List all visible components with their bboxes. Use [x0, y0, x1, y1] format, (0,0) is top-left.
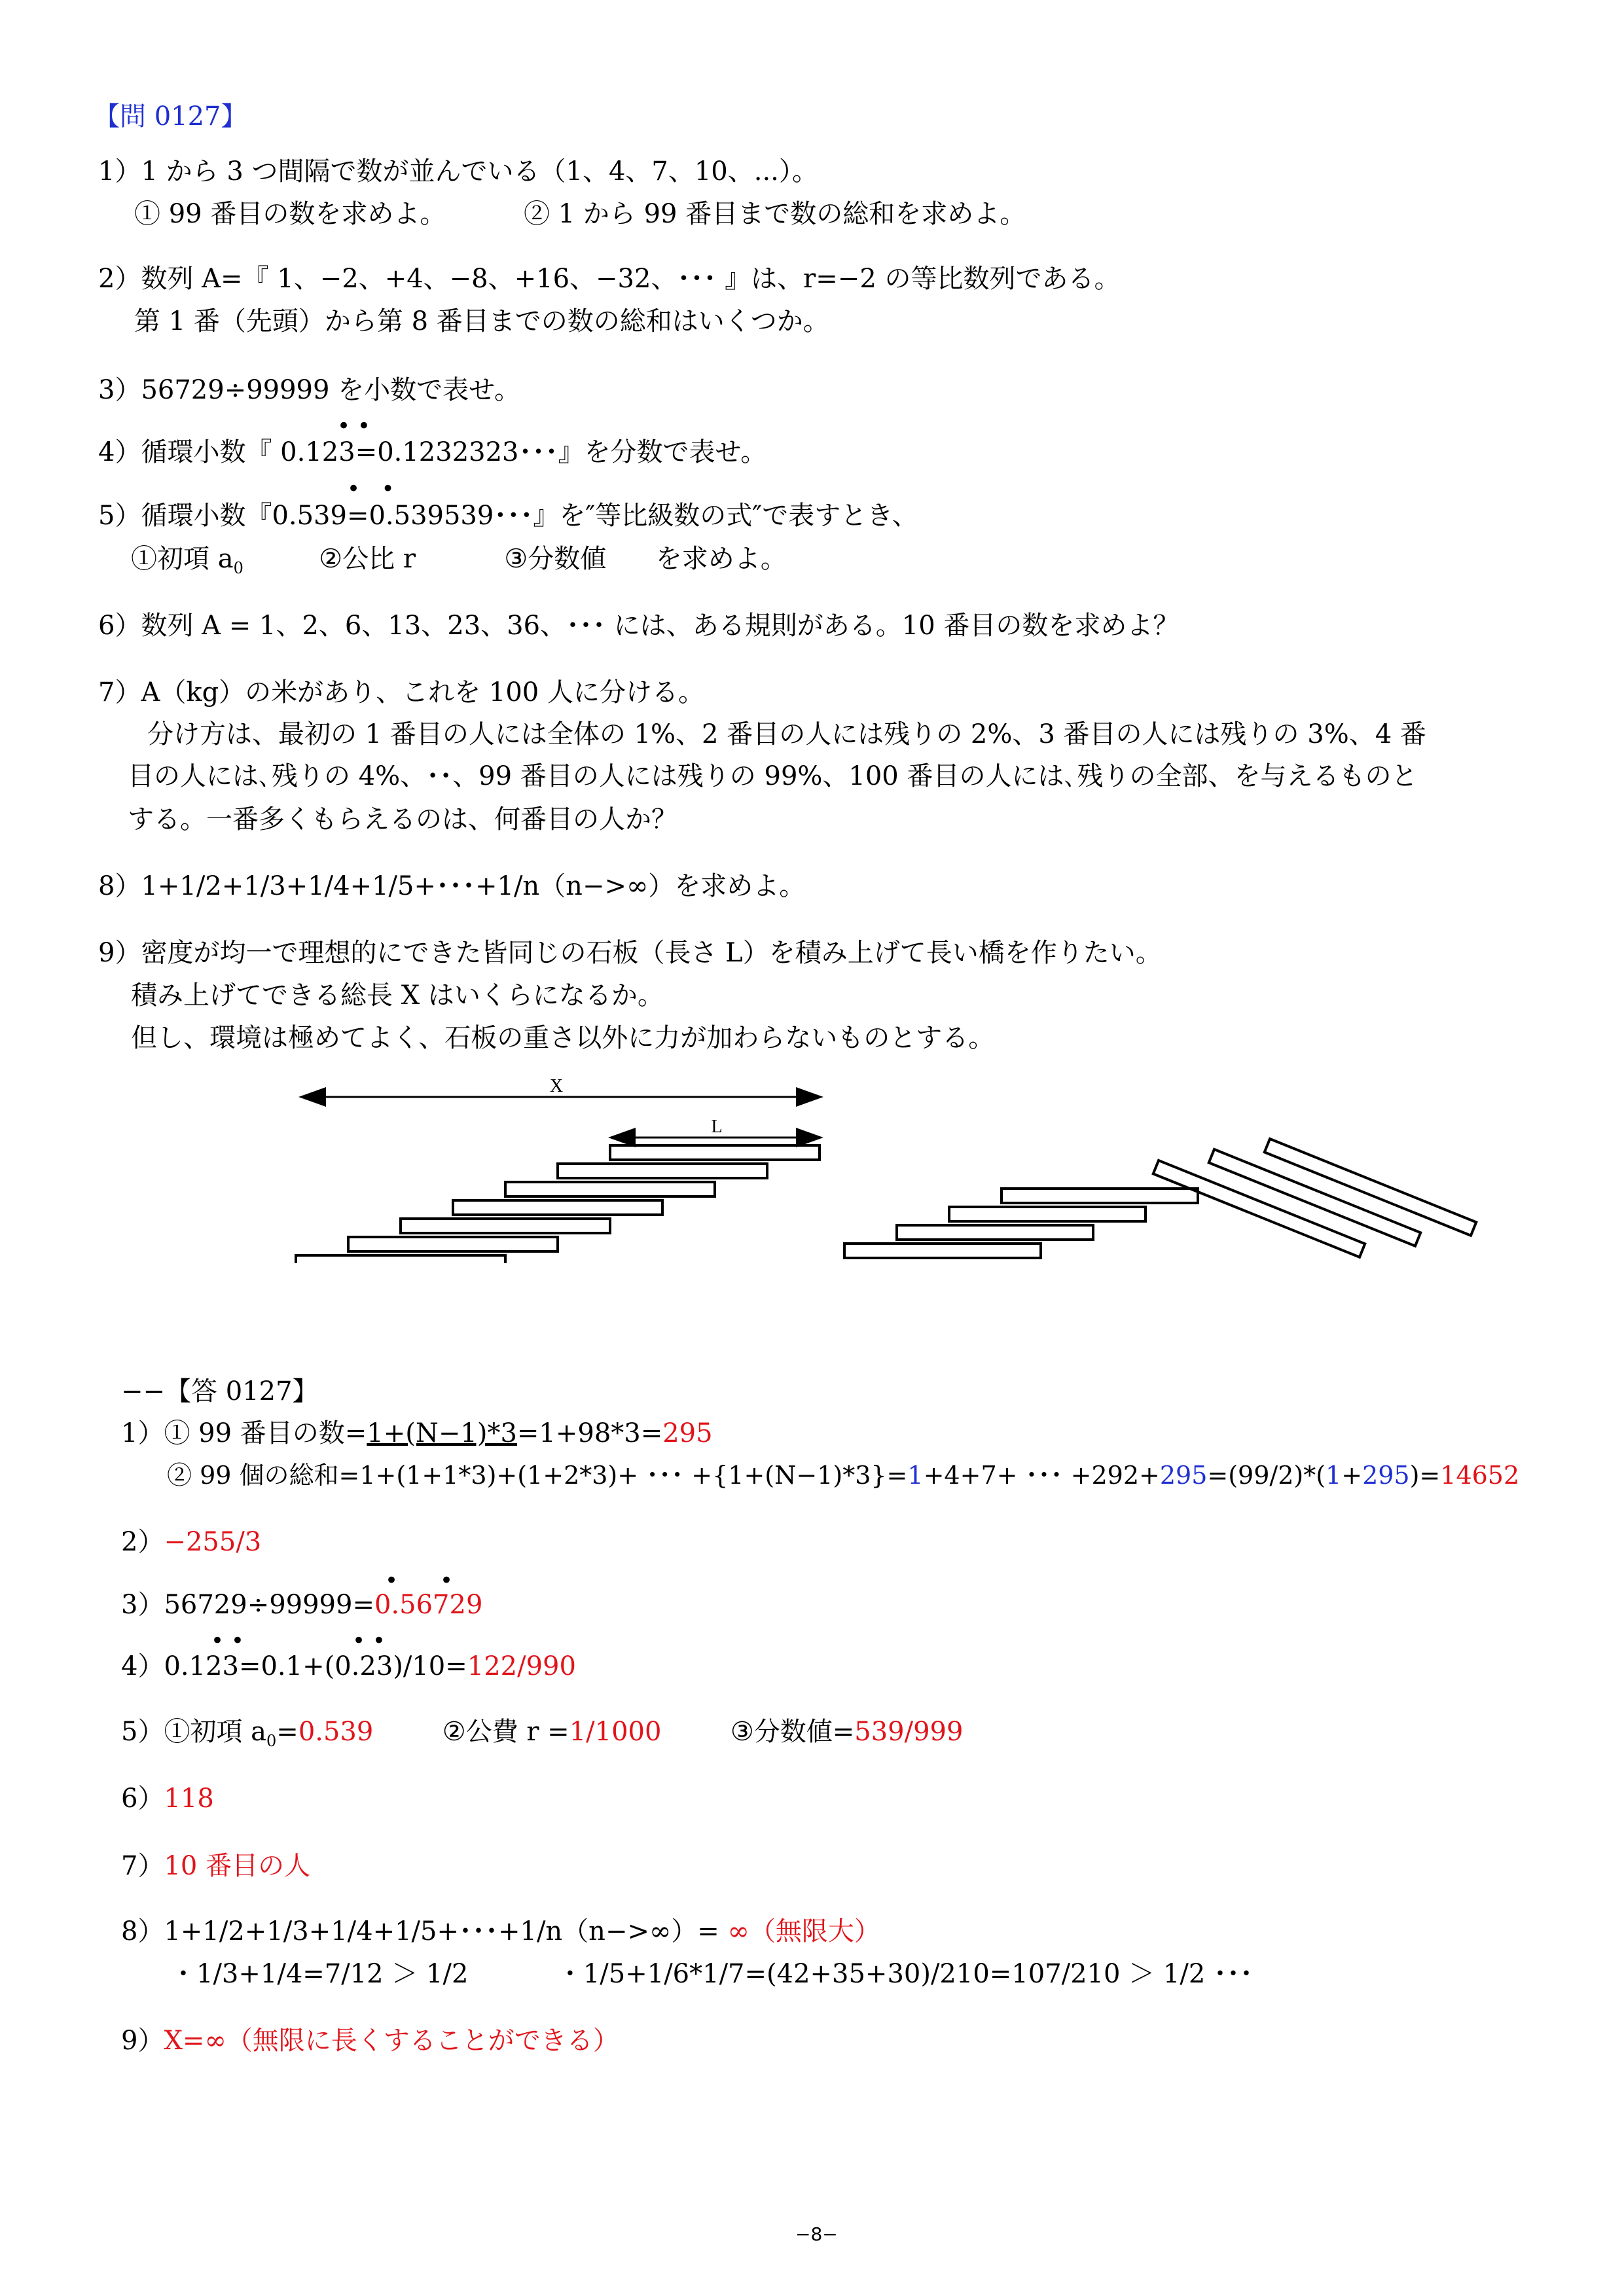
- a1-blue-1b: 1: [1326, 1461, 1342, 1490]
- a5-label: 5）①初項 a: [121, 1717, 267, 1747]
- a5-answer-2: 1/1000: [569, 1717, 662, 1747]
- a1-text: 1）① 99 番目の数=: [121, 1418, 367, 1448]
- q5-c: ③分数値: [504, 544, 607, 574]
- a8-answer: ∞（無限大）: [727, 1916, 880, 1946]
- q6-text: 6）数列 A = 1、2、6、13、23、36、･･･ には、ある規則がある。10 番目の数を求めよ？: [98, 611, 1180, 641]
- a5-line: [121, 1715, 963, 1758]
- l-label: L: [711, 1117, 723, 1137]
- q4-text: 4）循環小数『 0.123=0.1232323･･･』を分数で表せ。: [98, 437, 767, 467]
- question-title: 【問 0127】: [94, 101, 247, 132]
- stacked-slabs-figure: [288, 1073, 1486, 1263]
- repeat-dot: • •: [352, 1628, 386, 1654]
- a2-answer: −255/3: [164, 1527, 262, 1557]
- a5-eq: =: [276, 1717, 298, 1747]
- q7-line2: 分け方は、最初の 1 番目の人には全体の 1%、2 番目の人には残りの 2%、3 番目の人には残りの 3%、4 番: [147, 719, 1426, 749]
- a4-answer: 122/990: [467, 1651, 576, 1681]
- a9-line: [121, 2024, 619, 2058]
- page-number: −8−: [795, 2223, 838, 2245]
- a1-calc: =1+98*3=: [516, 1418, 663, 1448]
- tilted-slab: [1153, 1160, 1365, 1257]
- q1-sub1: ① 99 番目の数を求めよ。: [134, 199, 446, 229]
- tilted-slab: [1209, 1149, 1420, 1246]
- a8-note-2: ・1/5+1/6*1/7=(42+35+30)/210=107/210 ＞ 1/2 ･･･: [556, 1959, 1253, 1989]
- a1-blue-1: 1: [907, 1461, 924, 1490]
- repeat-dot: •: [440, 1568, 454, 1594]
- q9-line2: 積み上げてできる総長 X はいくらになるか。: [131, 980, 664, 1011]
- a1-sum-answer: 14652: [1440, 1461, 1520, 1490]
- q7-line4: する。一番多くもらえるのは、何番目の人か？: [128, 804, 677, 834]
- a6-label: 6）: [121, 1784, 164, 1814]
- x-label: X: [549, 1076, 564, 1096]
- a1-blue-295b: 295: [1362, 1461, 1410, 1490]
- a5-sub: 0: [266, 1732, 277, 1750]
- a8-label: 8）1+1/2+1/3+1/4+1/5+･･･+1/n（n−>∞）=: [121, 1916, 728, 1946]
- q2-line1: 2）数列 A=『 1、−2、+4、−8、+16、−32、･･･ 』は、r=−2 の等比数列である。: [98, 264, 1121, 294]
- a1-sum-text: ② 99 個の総和=1+(1+1*3)+(1+2*3)+ ･･･ +{1+(N−1)*3}=: [167, 1461, 908, 1490]
- q7-line1: 7）A（kg）の米があり、これを 100 人に分ける。: [98, 677, 704, 708]
- q1-line1: 1）1 から 3 つ間隔で数が並んでいる（1、4、7、10、...）。: [98, 156, 818, 187]
- slab: [949, 1207, 1146, 1221]
- a1-plus: +: [1341, 1461, 1363, 1490]
- a8-line2: [170, 1957, 1253, 1991]
- slab: [348, 1237, 558, 1251]
- a4-label: 4）0.123=0.1+(0.23)/10=: [121, 1651, 467, 1681]
- a1-line2: [167, 1458, 1519, 1492]
- a6-answer: 118: [164, 1784, 214, 1814]
- repeat-dot: •: [385, 1568, 399, 1594]
- repeat-dot: • •: [337, 413, 370, 439]
- q1-sub2: ② 1 から 99 番目まで数の総和を求めよ。: [524, 199, 1026, 229]
- q5-b: ②公比 r: [319, 544, 416, 574]
- q5-a: ①初項 a: [131, 544, 234, 574]
- a1-answer: 295: [662, 1418, 713, 1448]
- slab: [610, 1145, 820, 1160]
- slab: [296, 1255, 505, 1263]
- a3-answer: 0.56729: [374, 1590, 483, 1620]
- slab: [401, 1219, 610, 1233]
- a9-label: 9）: [121, 2026, 164, 2056]
- q7-line3: 目の人には､残りの 4%、･･、99 番目の人には残りの 99%、100 番目の人には､残りの全部、を与えるものと: [128, 761, 1418, 791]
- a6-line: [121, 1782, 214, 1816]
- a1-line1: [121, 1416, 713, 1450]
- a7-answer: 10 番目の人: [164, 1851, 311, 1881]
- repeat-dot: • •: [347, 476, 395, 502]
- q5-line2: [131, 542, 787, 585]
- q5-a-sub: 0: [233, 559, 244, 577]
- a3-label: 3）56729÷99999=: [121, 1590, 374, 1620]
- a1-sum-middle: +4+7+ ･･･ +292+: [923, 1461, 1160, 1490]
- slab: [558, 1164, 767, 1178]
- a7-label: 7）: [121, 1851, 164, 1881]
- a1-sum-formula: =(99/2)*(: [1207, 1461, 1326, 1490]
- a7-line: [121, 1849, 310, 1883]
- q9-line3: 但し、環境は極めてよく、石板の重さ以外に力が加わらないものとする。: [131, 1023, 995, 1053]
- slab: [844, 1244, 1041, 1258]
- a5-answer-1: 0.539: [298, 1717, 374, 1747]
- slab: [897, 1225, 1093, 1240]
- a3-line: [121, 1588, 482, 1622]
- repeat-dot: • •: [211, 1628, 244, 1654]
- tilted-slab: [1265, 1139, 1476, 1236]
- a2-label: 2）: [121, 1527, 164, 1557]
- a9-answer: X=∞（無限に長くすることができる）: [164, 2026, 619, 2056]
- slab: [505, 1182, 715, 1196]
- a2-line: [121, 1525, 261, 1559]
- slab: [453, 1200, 662, 1215]
- q5-d: を求めよ。: [655, 544, 787, 574]
- a5-ratio-label: ②公費 r =: [442, 1717, 569, 1747]
- q8-text: 8）1+1/2+1/3+1/4+1/5+･･･+1/n（n−>∞）を求めよ。: [98, 871, 806, 901]
- a4-line: [121, 1649, 576, 1683]
- a5-fraction-label: ③分数値=: [730, 1717, 855, 1747]
- answer-title: −−【答 0127】: [121, 1376, 319, 1407]
- q3-text: 3）56729÷99999 を小数で表せ。: [98, 375, 520, 405]
- q5-line1: 5）循環小数『0.539=0.539539･･･』を″等比級数の式″で表すとき、: [98, 501, 918, 531]
- a8-note-1: ・1/3+1/4=7/12 ＞ 1/2: [170, 1959, 469, 1989]
- a1-close: )=: [1409, 1461, 1441, 1490]
- a5-answer-3: 539/999: [854, 1717, 964, 1747]
- q9-line1: 9）密度が均一で理想的にできた皆同じの石板（長さ L）を積み上げて長い橋を作りたい。: [98, 938, 1162, 968]
- slab: [1001, 1189, 1198, 1203]
- a1-blue-295: 295: [1159, 1461, 1208, 1490]
- a8-line1: [121, 1914, 880, 1948]
- a1-formula: 1+(N−1)*3: [367, 1418, 517, 1448]
- q2-line2: 第 1 番（先頭）から第 8 番目までの数の総和はいくつか。: [134, 306, 829, 336]
